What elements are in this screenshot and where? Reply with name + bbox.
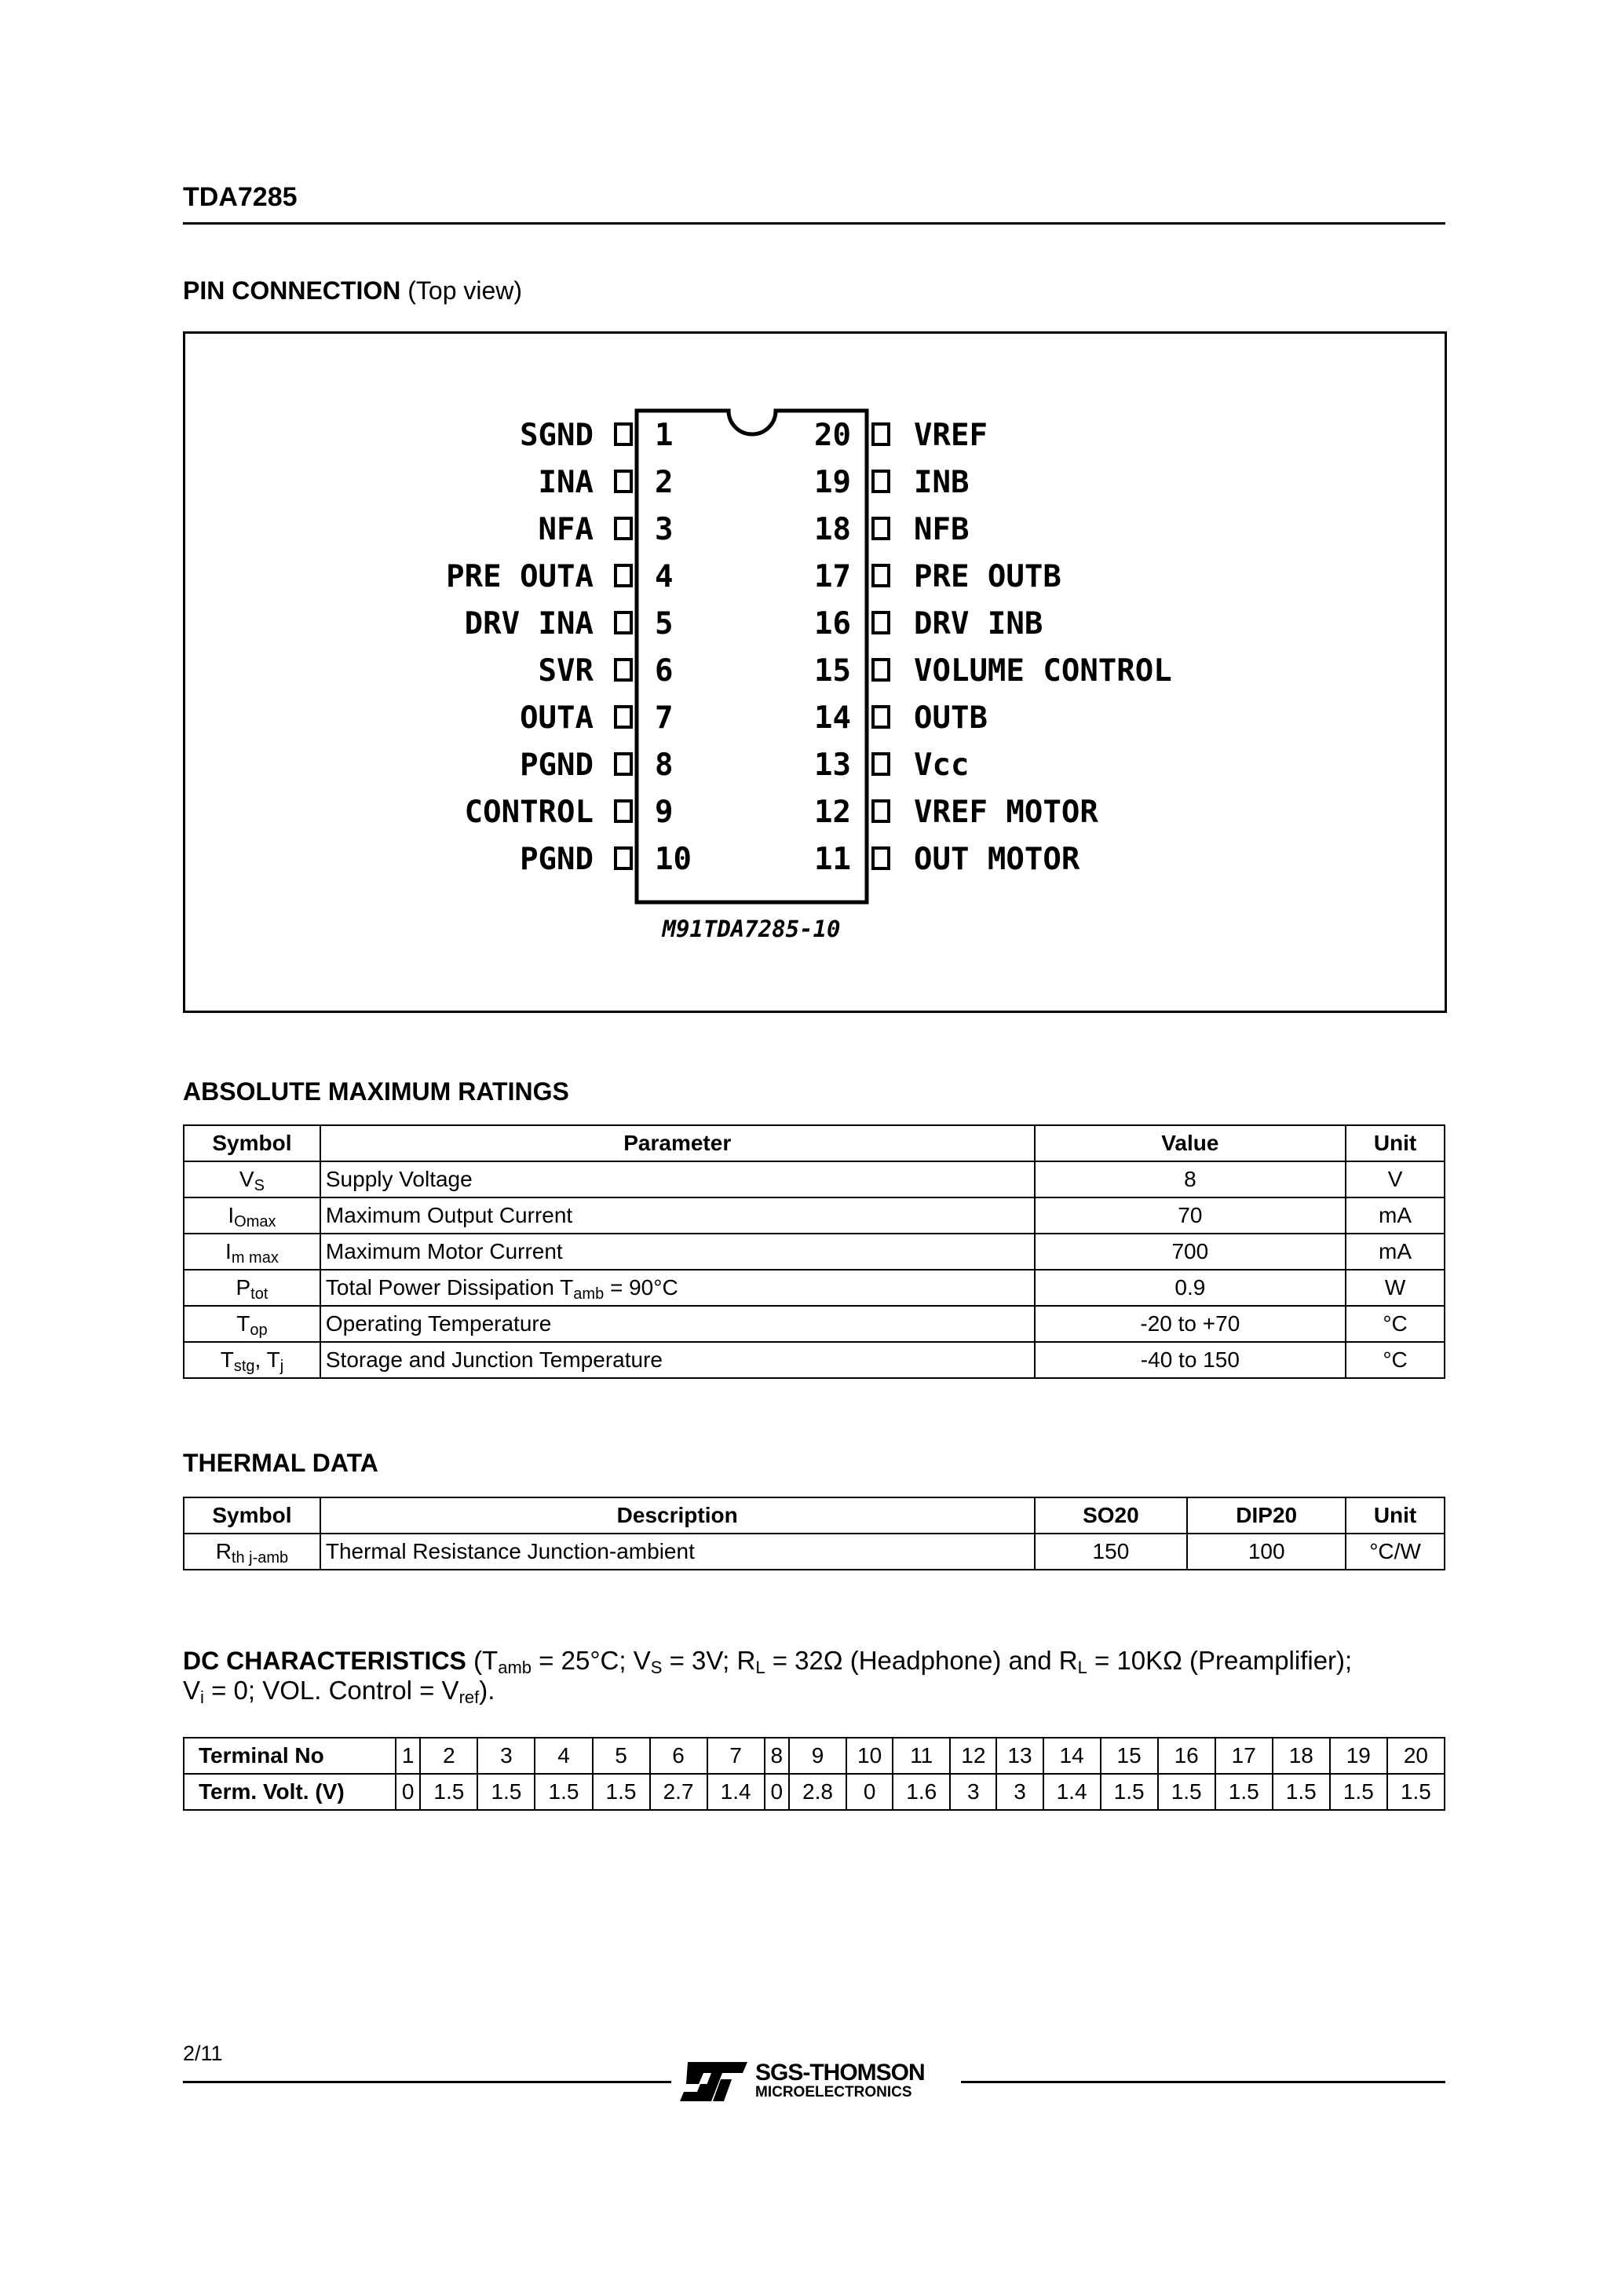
terminal-voltage-cell: 1.5	[1273, 1774, 1330, 1810]
pin-number-right: 11	[814, 842, 851, 877]
symbol-base: P	[236, 1275, 251, 1300]
rating-value: -20 to +70	[1035, 1306, 1346, 1342]
parameter-text: Supply Voltage	[325, 1167, 473, 1191]
parameter-text: Total Power Dissipation T	[325, 1275, 574, 1300]
symbol-base: T	[236, 1311, 250, 1336]
terminal-number-cell: 7	[707, 1738, 765, 1774]
terminal-number-cell: 6	[650, 1738, 707, 1774]
dc-condition-sub: ref	[458, 1687, 480, 1707]
pin-pad	[873, 801, 889, 821]
pin-pad	[616, 612, 631, 633]
dc-condition-6: V	[183, 1676, 201, 1705]
terminal-number-cell: 4	[535, 1738, 592, 1774]
dc-condition-4: = 32Ω (Headphone) and R	[765, 1646, 1078, 1675]
thermal-dip20: 100	[1187, 1534, 1346, 1570]
dc-condition-sub: i	[200, 1687, 204, 1707]
pin-pad	[616, 707, 631, 727]
col-header-parameter: Parameter	[320, 1125, 1035, 1161]
pin-pad	[873, 424, 889, 444]
rating-value: 700	[1035, 1234, 1346, 1270]
pin-number-right: 13	[814, 748, 851, 783]
terminal-voltage-cell: 0	[846, 1774, 893, 1810]
terminal-voltage-cell: 1.5	[1330, 1774, 1387, 1810]
rating-value: -40 to 150	[1035, 1342, 1346, 1378]
pin-pad	[873, 660, 889, 680]
terminal-number-row	[184, 1738, 1445, 1774]
col-header-description: Description	[320, 1497, 1035, 1534]
pin-connection-figure	[183, 331, 1447, 1013]
symbol-subscript: S	[254, 1177, 265, 1194]
symbol-subscript: op	[250, 1322, 268, 1339]
pin-number-right: 16	[814, 606, 851, 642]
parameter-text: Storage and Junction Temperature	[325, 1347, 663, 1372]
terminal-number-cell: 8	[765, 1738, 789, 1774]
terminal-voltage-cell: 1.5	[593, 1774, 650, 1810]
pin-connection-title: PIN CONNECTION	[183, 276, 401, 305]
terminal-number-cell: 16	[1158, 1738, 1215, 1774]
terminal-voltage-cell: 1.5	[477, 1774, 535, 1810]
parameter-text: Maximum Output Current	[325, 1203, 573, 1227]
symbol-subscript: Omax	[234, 1213, 276, 1230]
table-header-row	[184, 1497, 1445, 1534]
terminal-voltage-cell: 3	[950, 1774, 996, 1810]
thermal-symbol	[184, 1534, 320, 1570]
terminal-voltage-cell: 2.7	[650, 1774, 707, 1810]
pin-name-right: Vcc	[914, 748, 970, 783]
manufacturer-brand	[755, 2060, 925, 2101]
dc-condition-7: = 0; VOL. Control = V	[203, 1676, 459, 1705]
pin-number-left: 7	[655, 700, 674, 736]
terminal-voltage-row	[184, 1774, 1445, 1810]
dc-condition-2: = 25°C; V	[532, 1646, 651, 1675]
table-header-row	[184, 1125, 1445, 1161]
document-part-number: TDA7285	[183, 182, 298, 212]
table-row	[184, 1161, 1445, 1197]
table-row	[184, 1306, 1445, 1342]
dc-condition-8: ).	[479, 1676, 495, 1705]
pin-pad	[616, 754, 631, 774]
col-header-so20: SO20	[1035, 1497, 1188, 1534]
pin-name-left: INA	[538, 465, 594, 500]
pin-pad	[873, 848, 889, 868]
terminal-voltage-cell: 0	[396, 1774, 420, 1810]
terminal-number-cell: 13	[996, 1738, 1043, 1774]
thermal-so20: 150	[1035, 1534, 1188, 1570]
abs-max-title: ABSOLUTE MAXIMUM RATINGS	[183, 1077, 569, 1106]
terminal-no-label: Terminal No	[184, 1738, 396, 1774]
footer-rule-left	[183, 2081, 671, 2083]
parameter-text: Operating Temperature	[325, 1311, 552, 1336]
rating-unit: °C	[1346, 1342, 1445, 1378]
terminal-voltage-cell: 1.5	[1215, 1774, 1273, 1810]
figure-code: M91TDA7285-10	[662, 916, 841, 942]
dc-condition-sub: amb	[498, 1658, 532, 1677]
parameter-subscript: amb	[573, 1285, 605, 1303]
pin-pad	[873, 565, 889, 586]
terminal-number-cell: 9	[789, 1738, 846, 1774]
rating-parameter	[320, 1197, 1035, 1234]
symbol-subscript: tot	[250, 1285, 269, 1303]
rating-symbol	[184, 1342, 320, 1378]
terminal-number-cell: 17	[1215, 1738, 1273, 1774]
table-row	[184, 1270, 1445, 1306]
brand-name: SGS-THOMSON	[755, 2060, 925, 2086]
pin-number-left: 6	[655, 653, 674, 689]
rating-symbol	[184, 1234, 320, 1270]
terminal-number-cell: 15	[1101, 1738, 1158, 1774]
terminal-voltage-label: Term. Volt. (V)	[184, 1774, 396, 1810]
pin-diagram	[185, 334, 1445, 1011]
symbol-base: I	[225, 1239, 232, 1263]
terminal-voltage-cell: 1.5	[1158, 1774, 1215, 1810]
rating-value: 70	[1035, 1197, 1346, 1234]
rating-symbol	[184, 1161, 320, 1197]
pin-pad	[616, 848, 631, 868]
pin-number-right: 19	[814, 465, 851, 500]
dc-condition-sub: L	[755, 1658, 765, 1677]
dc-characteristics-table	[183, 1737, 1445, 1811]
rating-unit: W	[1346, 1270, 1445, 1306]
thermal-table	[183, 1497, 1445, 1570]
rating-parameter	[320, 1270, 1035, 1306]
table-row	[184, 1197, 1445, 1234]
pin-connection-heading	[183, 276, 522, 305]
pin-pad	[873, 518, 889, 539]
rating-symbol	[184, 1306, 320, 1342]
pin-name-right: VOLUME CONTROL	[914, 653, 1172, 689]
terminal-number-cell: 3	[477, 1738, 535, 1774]
pin-connection-subtitle: (Top view)	[407, 276, 523, 305]
terminal-number-cell: 11	[893, 1738, 950, 1774]
table-row	[184, 1342, 1445, 1378]
pin-name-left: DRV INA	[464, 606, 594, 642]
pin-number-left: 8	[655, 748, 674, 783]
pin-pad	[616, 801, 631, 821]
page-number: 2/11	[183, 2042, 223, 2065]
st-logo-icon	[677, 2059, 751, 2104]
pin-name-left: OUTA	[520, 700, 594, 736]
pin-pad	[616, 424, 631, 444]
pin-pad	[873, 612, 889, 633]
pin-name-right: NFB	[914, 512, 970, 547]
rating-parameter	[320, 1234, 1035, 1270]
terminal-number-cell: 18	[1273, 1738, 1330, 1774]
dc-condition-sub: S	[650, 1658, 663, 1677]
terminal-voltage-cell: 1.5	[1101, 1774, 1158, 1810]
parameter-text: Maximum Motor Current	[325, 1239, 563, 1263]
pin-pad	[873, 707, 889, 727]
rating-unit: V	[1346, 1161, 1445, 1197]
dc-title: DC CHARACTERISTICS	[183, 1647, 466, 1675]
pin-name-left: PRE OUTA	[446, 559, 594, 594]
col-header-symbol: Symbol	[184, 1125, 320, 1161]
symbol-subscript: j	[279, 1358, 284, 1375]
pin-name-left: PGND	[520, 748, 594, 783]
pin-name-right: OUT MOTOR	[914, 842, 1080, 877]
footer-rule-right	[961, 2081, 1445, 2083]
terminal-voltage-cell: 1.5	[535, 1774, 592, 1810]
rating-value: 8	[1035, 1161, 1346, 1197]
col-header-dip20: DIP20	[1187, 1497, 1346, 1534]
pin-name-right: VREF	[914, 418, 988, 453]
terminal-number-cell: 10	[846, 1738, 893, 1774]
abs-max-table	[183, 1124, 1445, 1379]
pin-number-left: 2	[655, 465, 674, 500]
pin-name-left: NFA	[538, 512, 594, 547]
terminal-number-cell: 14	[1043, 1738, 1101, 1774]
pin-name-left: SGND	[520, 418, 594, 453]
symbol-base: V	[239, 1167, 254, 1191]
symbol-base: T	[220, 1347, 234, 1372]
terminal-number-cell: 12	[950, 1738, 996, 1774]
rating-symbol	[184, 1197, 320, 1234]
table-row	[184, 1234, 1445, 1270]
thermal-title: THERMAL DATA	[183, 1449, 378, 1477]
pin-name-left: SVR	[538, 653, 594, 689]
pin-name-left: CONTROL	[464, 795, 594, 830]
pin-name-right: PRE OUTB	[914, 559, 1061, 594]
col-header-value: Value	[1035, 1125, 1346, 1161]
terminal-number-cell: 2	[420, 1738, 477, 1774]
col-header-unit: Unit	[1346, 1497, 1445, 1534]
terminal-voltage-cell: 1.5	[1387, 1774, 1445, 1810]
terminal-voltage-cell: 1.6	[893, 1774, 950, 1810]
dc-condition-5: = 10KΩ (Preamplifier);	[1087, 1646, 1353, 1675]
rating-unit: mA	[1346, 1197, 1445, 1234]
terminal-voltage-cell: 3	[996, 1774, 1043, 1810]
pin-name-right: INB	[914, 465, 970, 500]
terminal-voltage-cell: 1.5	[420, 1774, 477, 1810]
terminal-number-cell: 1	[396, 1738, 420, 1774]
symbol-base: I	[228, 1203, 235, 1227]
pin-pad	[616, 518, 631, 539]
pin-number-right: 17	[814, 559, 851, 594]
header-rule	[183, 222, 1445, 225]
symbol-base: R	[215, 1539, 232, 1563]
pin-number-left: 5	[655, 606, 674, 642]
dc-condition-sub: L	[1077, 1658, 1087, 1677]
brand-division: MICROELECTRONICS	[755, 2084, 912, 2100]
thermal-description: Thermal Resistance Junction-ambient	[320, 1534, 1035, 1570]
pin-name-right: DRV INB	[914, 606, 1043, 642]
dc-characteristics-heading	[183, 1646, 1445, 1705]
symbol-subscript: m max	[231, 1249, 279, 1267]
terminal-voltage-cell: 1.4	[707, 1774, 765, 1810]
pin-number-right: 15	[814, 653, 851, 689]
pin-number-left: 10	[655, 842, 692, 877]
dc-condition-1: (T	[473, 1646, 499, 1675]
symbol-subscript: th j-amb	[231, 1549, 289, 1567]
terminal-voltage-cell: 2.8	[789, 1774, 846, 1810]
rating-value: 0.9	[1035, 1270, 1346, 1306]
pin-pad	[873, 754, 889, 774]
terminal-number-cell: 19	[1330, 1738, 1387, 1774]
rating-symbol	[184, 1270, 320, 1306]
parameter-text: = 90°C	[604, 1275, 678, 1300]
rating-parameter	[320, 1342, 1035, 1378]
dc-condition-3: = 3V; R	[662, 1646, 756, 1675]
table-row	[184, 1534, 1445, 1570]
pin-number-left: 1	[655, 418, 674, 453]
symbol-subscript: stg	[233, 1358, 255, 1375]
pin-pad	[616, 660, 631, 680]
pin-name-left: PGND	[520, 842, 594, 877]
col-header-unit: Unit	[1346, 1125, 1445, 1161]
thermal-unit: °C/W	[1346, 1534, 1445, 1570]
terminal-number-cell: 5	[593, 1738, 650, 1774]
pin-pad	[616, 471, 631, 492]
rating-parameter	[320, 1306, 1035, 1342]
pin-number-right: 14	[814, 700, 851, 736]
col-header-symbol: Symbol	[184, 1497, 320, 1534]
terminal-number-cell: 20	[1387, 1738, 1445, 1774]
pin-number-left: 4	[655, 559, 674, 594]
terminal-voltage-cell: 1.4	[1043, 1774, 1101, 1810]
rating-unit: °C	[1346, 1306, 1445, 1342]
rating-parameter	[320, 1161, 1035, 1197]
pin-number-left: 9	[655, 795, 674, 830]
pin-pad	[616, 565, 631, 586]
rating-unit: mA	[1346, 1234, 1445, 1270]
pin-name-right: VREF MOTOR	[914, 795, 1098, 830]
pin-number-right: 12	[814, 795, 851, 830]
pin-number-left: 3	[655, 512, 674, 547]
pin-number-right: 20	[814, 418, 851, 453]
pin-name-right: OUTB	[914, 700, 988, 736]
pin-pad	[873, 471, 889, 492]
terminal-voltage-cell: 0	[765, 1774, 789, 1810]
pin-number-right: 18	[814, 512, 851, 547]
symbol-base: , T	[254, 1347, 280, 1372]
